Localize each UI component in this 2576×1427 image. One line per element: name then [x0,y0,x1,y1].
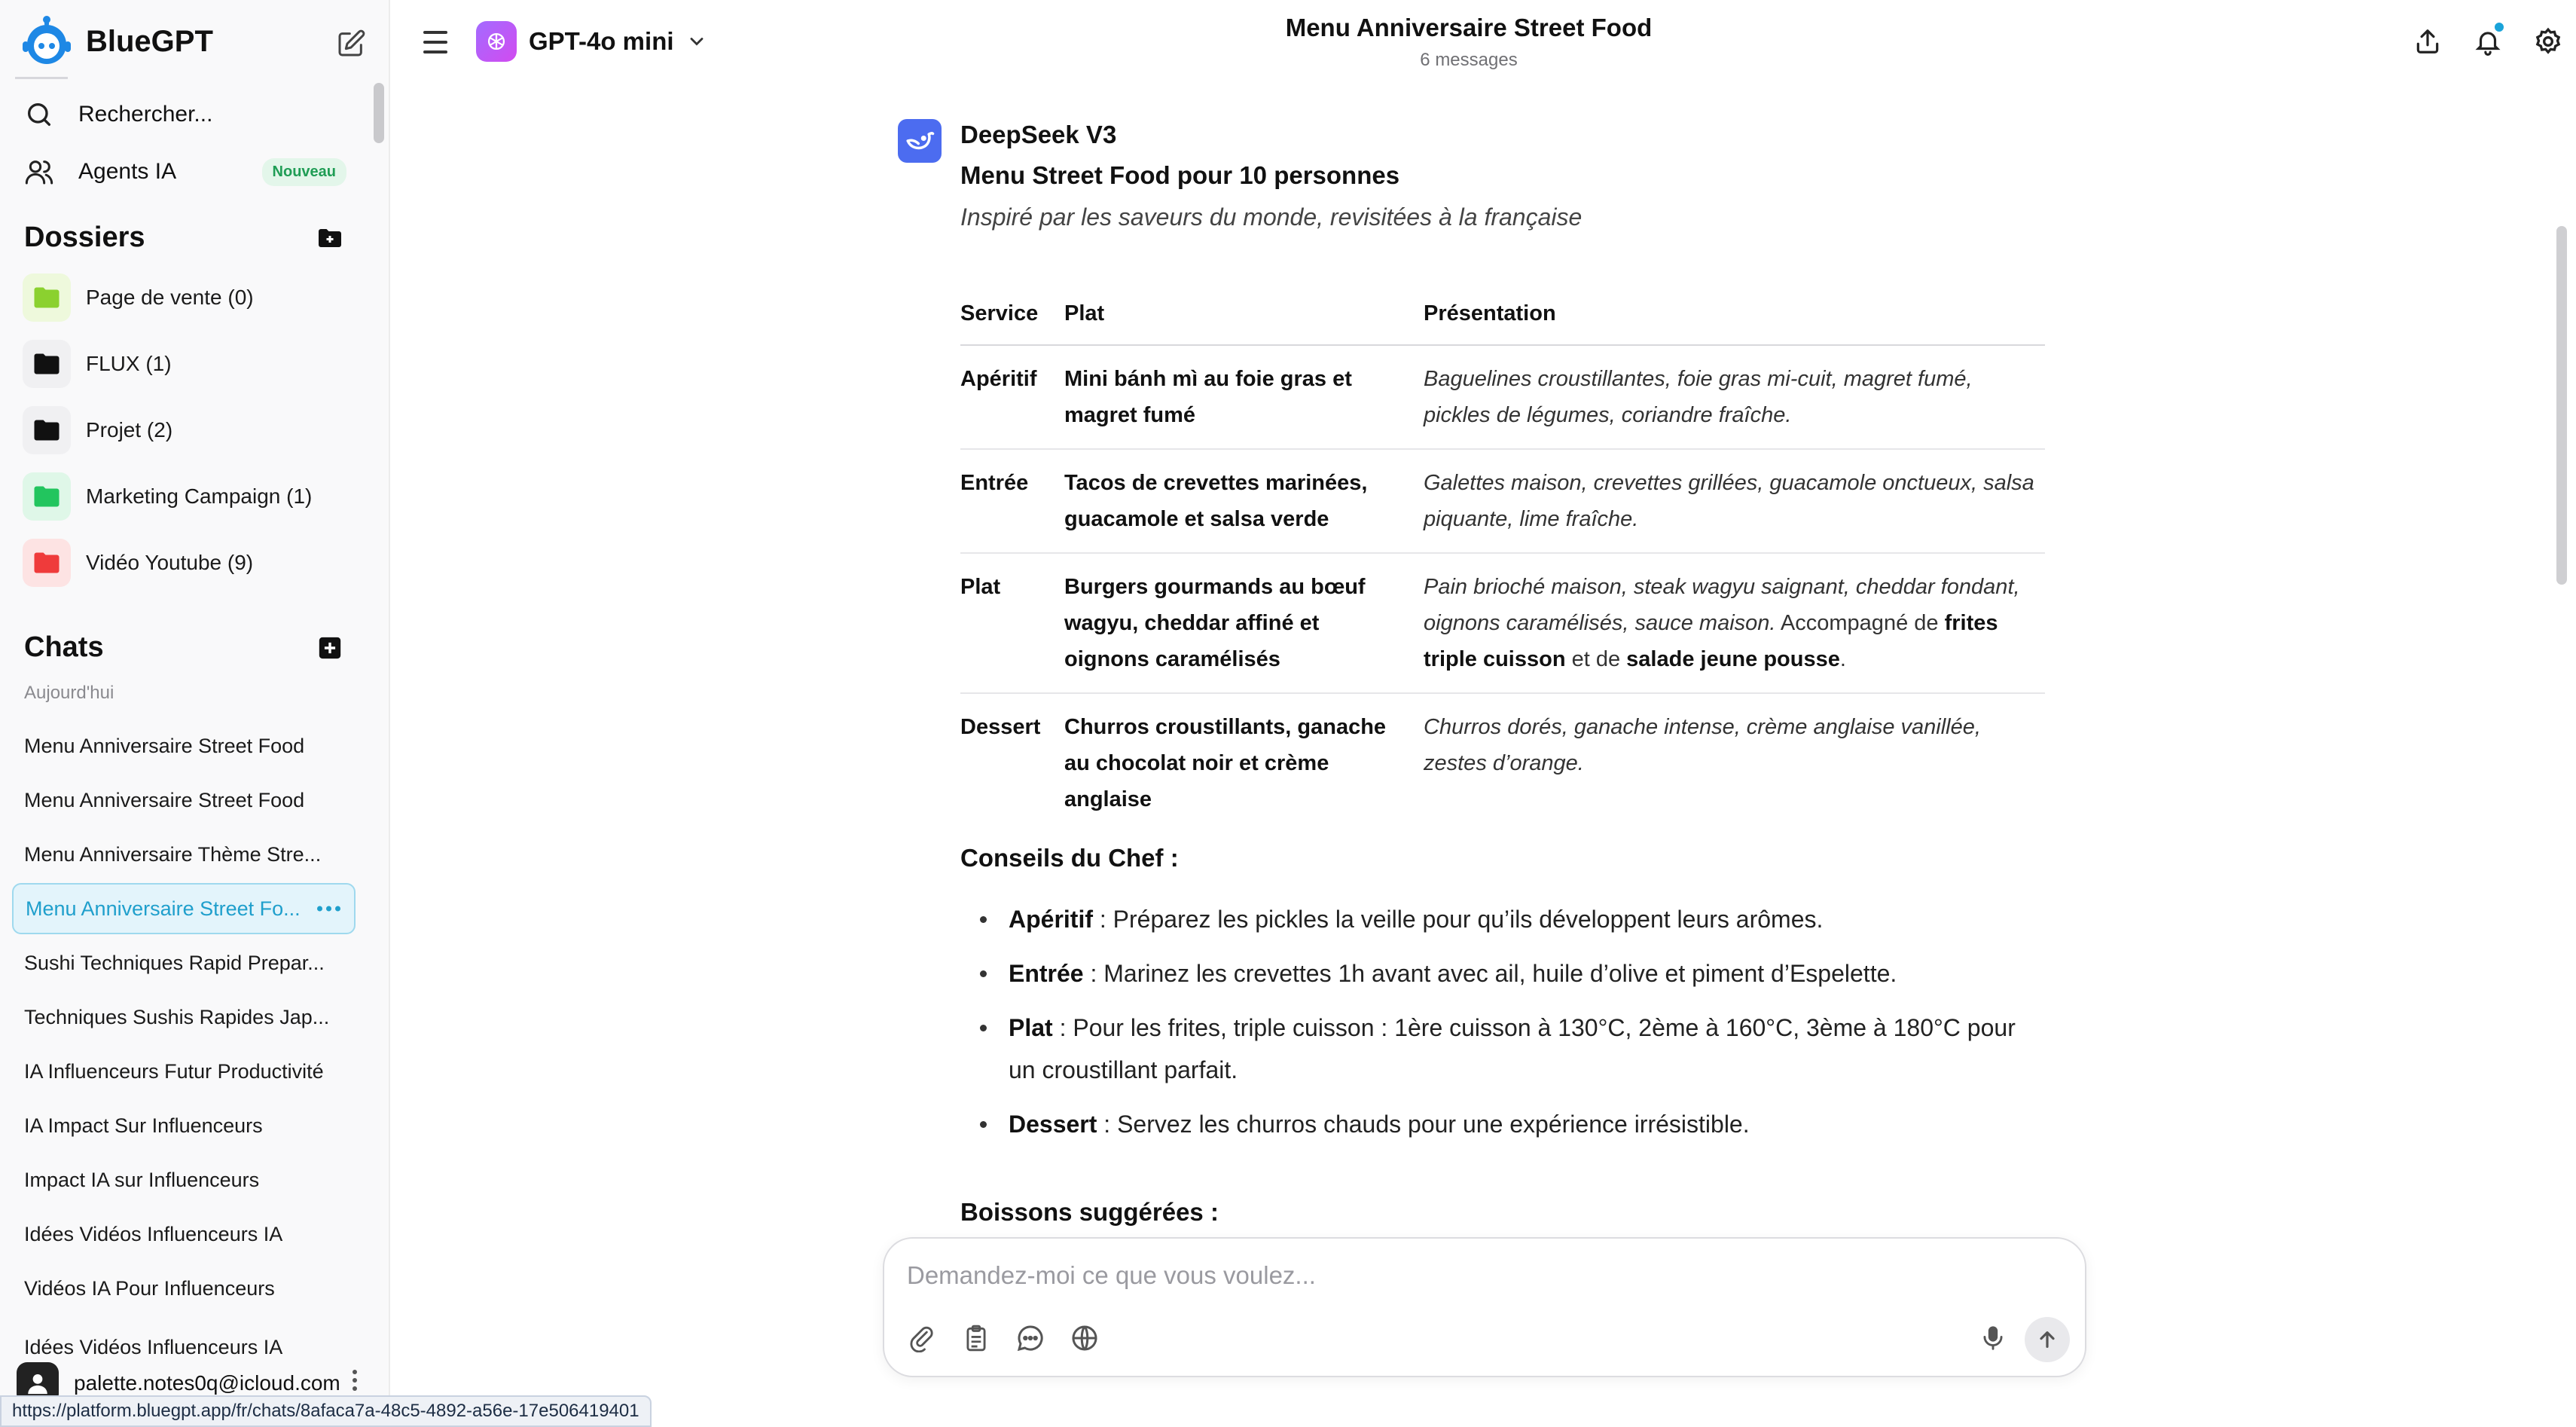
presentation-text: . [1839,647,1846,671]
attach-button[interactable] [902,1319,942,1358]
user-icon [25,1370,50,1396]
edit-icon [336,29,366,59]
presentation-bold: frites triple cuisson [1424,611,1998,671]
globe-icon [1070,1323,1100,1353]
folder-item-flux[interactable] [23,339,172,389]
folder-item-video-youtube[interactable] [23,538,253,588]
tips-title: Conseils du Chef : [960,844,1179,872]
page-title: Menu Anniversaire Street Food [1285,14,1653,41]
table-row [960,553,2045,693]
send-button[interactable] [2025,1317,2070,1362]
chat-item-label: Sushi Techniques Rapid Prepar... [24,951,325,974]
more-options-icon[interactable] [317,906,340,912]
assistant-message [960,121,2045,1226]
cell-presentation: Galettes maison, crevettes grillées, guacamole onctueux, salsa piquante, lime fraîche. [1424,449,2045,553]
folders-title: Dossiers [24,222,145,253]
folder-icon [23,340,71,388]
cell-service: Apéritif [960,345,1064,449]
chat-item-label: Menu Anniversaire Street Food [24,788,305,811]
chat-item-label: Impact IA sur Influenceurs [24,1168,260,1191]
paperclip-icon [908,1324,936,1352]
folder-label: Projet (2) [86,418,173,442]
chat-item-label: IA Influenceurs Futur Productivité [24,1059,324,1083]
folder-item-page-de-vente[interactable] [23,273,254,322]
sidebar [0,0,390,1427]
folder-plus-icon [316,225,343,252]
share-icon [2413,27,2442,56]
chevron-down-icon [686,31,707,52]
app-name: BlueGPT [86,24,213,58]
chat-item[interactable] [12,1317,356,1359]
tip-label: Entrée [1009,960,1084,987]
message-title: Menu Street Food pour 10 personnes [960,161,1400,189]
main-scrollbar[interactable] [2556,226,2567,585]
cell-presentation [1424,553,2045,693]
chat-item[interactable] [12,1263,356,1314]
status-bar-url: https://platform.bluegpt.app/fr/chats/8afaca7a-48c5-4892-a56e-17e506419401 [0,1395,652,1427]
message-composer [883,1237,2086,1377]
search-label: Rechercher... [78,102,213,127]
notification-dot [2493,21,2505,33]
notifications-button[interactable] [2471,24,2505,59]
chat-item-active[interactable] [12,883,356,934]
tip-label: Plat [1009,1014,1053,1041]
voice-button[interactable] [1973,1319,2013,1358]
model-selector[interactable] [476,21,707,62]
presentation-bold: salade jeune pousse [1626,647,1840,671]
arrow-up-icon [2035,1328,2059,1352]
table-row [960,345,2045,449]
chat-header [1167,14,1770,71]
cell-presentation: Baguelines croustillantes, foie gras mi-cuit, magret fumé, pickles de légumes, coriandre fraîche. [1424,345,2045,449]
bluegpt-logo-icon [21,16,72,67]
share-button[interactable] [2410,24,2445,59]
cell-service: Plat [960,553,1064,693]
chat-item[interactable] [12,937,356,989]
folder-icon [23,406,71,454]
microphone-icon [1979,1324,2007,1352]
deepseek-whale-icon [904,125,935,157]
folder-icon [23,273,71,322]
cell-plat: Burgers gourmands au bœuf wagyu, cheddar affiné et oignons caramélisés [1064,553,1424,693]
chat-item[interactable] [12,1100,356,1151]
today-label: Aujourd'hui [24,683,114,703]
model-name: GPT-4o mini [529,27,674,55]
column-header: Présentation [1424,285,2045,345]
folder-item-marketing-campaign[interactable] [23,472,312,521]
chat-item[interactable] [12,1209,356,1260]
agents-label: Agents IA [78,159,177,184]
brand[interactable] [21,15,213,68]
tips-list [960,898,2045,1157]
menu-icon[interactable] [419,26,452,59]
tip-text: : Marinez les crevettes 1h avant avec ail, huile d’olive et piment d’Espelette. [1083,960,1897,987]
agents-nav[interactable] [23,151,346,193]
folder-icon [23,539,71,587]
gear-icon [2533,26,2563,57]
chat-item-label: Idées Vidéos Influenceurs IA [24,1336,283,1358]
tip-text: : Préparez les pickles la veille pour qu’ils développent leurs arômes. [1093,906,1824,933]
cell-service: Entrée [960,449,1064,553]
sidebar-scrollbar[interactable] [374,83,384,143]
message-count: 6 messages [1420,50,1518,70]
menu-table [960,285,2045,833]
chat-item[interactable] [12,720,356,772]
column-header: Plat [1064,285,1424,345]
tip-text: : Servez les churros chauds pour une expérience irrésistible. [1097,1111,1750,1138]
table-header-row [960,285,2045,345]
user-email: palette.notes0q@icloud.com [74,1371,340,1395]
chat-item-label: IA Impact Sur Influenceurs [24,1114,263,1137]
openai-icon [476,21,517,62]
tip-label: Dessert [1009,1111,1097,1138]
chat-item-label: Idées Vidéos Influenceurs IA [24,1222,283,1245]
list-item [960,952,2045,995]
folder-label: Page de vente (0) [86,286,254,309]
chat-item-label: Menu Anniversaire Street Fo... [26,897,301,920]
message-subtitle: Inspiré par les saveurs du monde, revisitées à la française [960,203,1583,231]
divider [15,77,68,79]
cell-presentation: Churros dorés, ganache intense, crème anglaise vanillée, zestes d’orange. [1424,715,1981,775]
chat-item[interactable] [12,829,356,880]
list-item [960,898,2045,940]
chat-mode-button[interactable] [1011,1319,1050,1358]
presentation-text: Accompagné de [1775,611,1945,635]
add-folder-button[interactable] [315,223,345,253]
folder-label: Vidéo Youtube (9) [86,551,254,574]
user-menu-icon[interactable] [353,1370,357,1391]
message-input[interactable] [907,1261,1961,1290]
table-row [960,693,2045,833]
folder-item-projet[interactable] [23,405,172,455]
tip-text: : Pour les frites, triple cuisson : 1ère cuisson à 130°C, 2ème à 160°C, 3ème à 180°C pour un croustillant parfait. [1009,1014,2016,1083]
new-chat-button[interactable] [331,24,371,63]
bot-avatar [898,119,942,163]
list-item [960,1103,2045,1145]
prompts-button[interactable] [957,1319,996,1358]
cell-plat: Mini bánh mì au foie gras et magret fumé [1064,345,1424,449]
folder-icon [23,472,71,521]
header [392,0,2576,83]
chat-item[interactable] [12,775,356,826]
chats-title: Chats [24,631,104,663]
clipboard-icon [962,1324,990,1352]
tip-label: Apéritif [1009,906,1093,933]
search-icon [23,98,56,131]
cell-plat: Tacos de crevettes marinées, guacamole et salsa verde [1064,449,1424,553]
chat-item-label: Techniques Sushis Rapides Jap... [24,1005,330,1028]
table-row [960,449,2045,553]
bot-name: DeepSeek V3 [960,121,1117,148]
cell-service: Dessert [960,715,1041,739]
search-nav[interactable] [23,93,346,136]
add-chat-button[interactable] [315,633,345,663]
settings-button[interactable] [2531,24,2565,59]
users-icon [23,155,56,188]
chat-item[interactable] [12,1154,356,1205]
chat-bubble-icon [1015,1323,1045,1353]
chat-item-label: Menu Anniversaire Street Food [24,734,305,757]
web-search-button[interactable] [1065,1319,1104,1358]
folder-label: Marketing Campaign (1) [86,484,313,508]
presentation-text: Pain brioché maison, steak wagyu saignant, cheddar fondant, oignons caramélisés, sauce maison. [1424,575,2020,635]
chat-item-label: Vidéos IA Pour Influenceurs [24,1276,275,1300]
list-item [960,1007,2045,1091]
new-badge: Nouveau [262,158,346,186]
drinks-title: Boissons suggérées : [960,1198,1219,1226]
chat-item-label: Menu Anniversaire Thème Stre... [24,842,322,866]
plus-square-icon [317,635,343,661]
cell-plat: Churros croustillants, ganache au chocolat noir et crème anglaise [1064,715,1387,811]
chat-item[interactable] [12,992,356,1043]
presentation-text: et de [1565,647,1627,671]
column-header: Service [960,285,1064,345]
chat-item[interactable] [12,1046,356,1097]
folder-label: FLUX (1) [86,352,172,375]
